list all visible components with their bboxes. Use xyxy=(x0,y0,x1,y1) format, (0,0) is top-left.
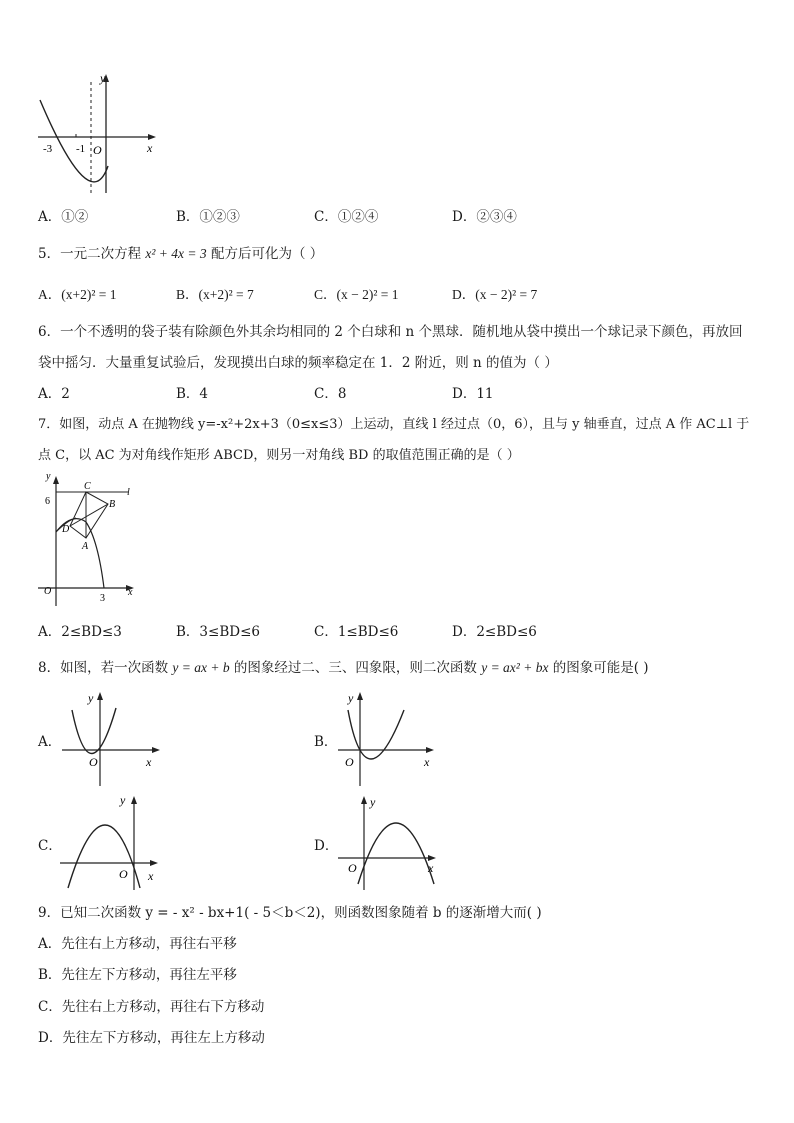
q4-option-b[interactable]: B．①②③ xyxy=(176,209,240,225)
q6-stem-line1: 6．一个不透明的袋子装有除颜色外其余均相同的 2 个白球和 n 个黑球．随机地从袋中摸出一个球记录下颜色，再放回 xyxy=(38,324,743,340)
q9-option-d[interactable]: D．先往左下方移动，再往左上方移动 xyxy=(38,1030,265,1046)
q8a-y-label: y xyxy=(88,691,94,705)
q8b-x-label: x xyxy=(424,755,430,769)
q7-tick-3: 3 xyxy=(100,593,105,604)
q9-option-b[interactable]: B．先往左下方移动，再往左平移 xyxy=(38,967,237,983)
q7-origin-label: O xyxy=(44,586,52,597)
q5-stem-pre: 5．一元二次方程 xyxy=(38,246,142,262)
q8a-x-label: x xyxy=(146,755,152,769)
q5-option-c[interactable]: C．(x − 2)² = 1 xyxy=(314,287,399,302)
q6-option-d[interactable]: D．11 xyxy=(452,386,494,402)
q6-stem-line2: 袋中摇匀．大量重复试验后，发现摸出白球的频率稳定在 1．2 附近，则 n 的值为（ ） xyxy=(38,355,558,371)
q9-option-c[interactable]: C．先往右上方移动，再往右下方移动 xyxy=(38,999,265,1015)
q8-option-a-graph[interactable] xyxy=(60,688,170,788)
q7-point-c: C xyxy=(84,481,91,492)
q5-equation: x² + 4x = 3 xyxy=(145,246,207,261)
q8d-origin-label: O xyxy=(348,861,357,875)
q8-option-a-label[interactable]: A． xyxy=(38,734,62,750)
q8c-origin-label: O xyxy=(119,867,128,881)
q7-point-d: D xyxy=(62,524,70,535)
q4-tick-minus3: -3 xyxy=(43,143,53,155)
q7-y-label: y xyxy=(46,471,51,482)
q8-option-d-graph[interactable] xyxy=(336,792,446,892)
q7-figure xyxy=(32,470,144,610)
q8-option-c-label[interactable]: C． xyxy=(38,838,62,854)
q4-option-a[interactable]: A．①② xyxy=(38,209,89,225)
q8-option-d-label[interactable]: D． xyxy=(314,838,339,854)
q8-stem xyxy=(38,658,649,678)
q7-point-a: A xyxy=(82,541,89,552)
q4-origin-label: O xyxy=(93,143,102,157)
q8b-y-label: y xyxy=(348,691,354,705)
q7-option-a[interactable]: A．2≤BD≤3 xyxy=(38,624,122,640)
q4-y-label: y xyxy=(100,71,106,85)
q8-option-b-label[interactable]: B． xyxy=(314,734,338,750)
q5-option-d[interactable]: D．(x − 2)² = 7 xyxy=(452,287,538,302)
q6-option-c[interactable]: C．8 xyxy=(314,386,347,402)
q7-line-l-label: l xyxy=(127,487,130,498)
q4-x-label: x xyxy=(147,141,153,155)
q8-quadratic-function: y = ax² + bx xyxy=(481,660,549,675)
q4-figure xyxy=(30,68,170,198)
q6-option-a[interactable]: A．2 xyxy=(38,386,70,402)
q7-option-c[interactable]: C．1≤BD≤6 xyxy=(314,624,399,640)
q8c-x-label: x xyxy=(148,869,154,883)
q8d-y-label: y xyxy=(370,795,376,809)
q4-option-d[interactable]: D．②③④ xyxy=(452,209,517,225)
q8-linear-function: y = ax + b xyxy=(172,660,230,675)
q8a-origin-label: O xyxy=(89,755,98,769)
q8d-x-label: x xyxy=(428,861,434,875)
q9-option-a[interactable]: A．先往右上方移动，再往右平移 xyxy=(38,936,237,952)
q5-option-b[interactable]: B．(x+2)² = 7 xyxy=(176,287,254,302)
q7-stem-line2: 点 C，以 AC 为对角线作矩形 ABCD，则另一对角线 BD 的取值范围正确的是（ ） xyxy=(38,448,520,463)
q8-stem-mid: 的图象经过二、三、四象限，则二次函数 xyxy=(233,660,477,676)
q4-tick-minus1: -1 xyxy=(76,143,86,155)
q6-option-b[interactable]: B．4 xyxy=(176,386,209,402)
q7-tick-6: 6 xyxy=(45,496,50,507)
q5-stem xyxy=(38,244,323,264)
q8-option-b-graph[interactable] xyxy=(336,688,446,788)
q8c-y-label: y xyxy=(120,793,126,807)
q8-stem-post: 的图象可能是( ) xyxy=(552,660,649,676)
q7-stem-line1: 7．如图，动点 A 在抛物线 y=-x²+2x+3（0≤x≤3）上运动，直线 l 经过点（0，6），且与 y 轴垂直，过点 A 作 AC⊥l 于 xyxy=(38,417,750,432)
q7-option-b[interactable]: B．3≤BD≤6 xyxy=(176,624,260,640)
q8b-origin-label: O xyxy=(345,755,354,769)
q5-stem-post: 配方后可化为（ ） xyxy=(210,246,324,262)
q4-option-c[interactable]: C．①②④ xyxy=(314,209,379,225)
q9-stem: 9．已知二次函数 y = - x² - bx+1( - 5＜b＜2)，则函数图象随着 b 的逐渐增大而( ) xyxy=(38,905,542,921)
q5-option-a[interactable]: A．(x+2)² = 1 xyxy=(38,287,117,302)
q8-option-c-graph[interactable] xyxy=(58,792,168,892)
q7-point-b: B xyxy=(109,499,116,510)
q7-x-label: x xyxy=(128,587,133,598)
q7-option-d[interactable]: D．2≤BD≤6 xyxy=(452,624,537,640)
q8-stem-pre: 8．如图，若一次函数 xyxy=(38,660,169,676)
